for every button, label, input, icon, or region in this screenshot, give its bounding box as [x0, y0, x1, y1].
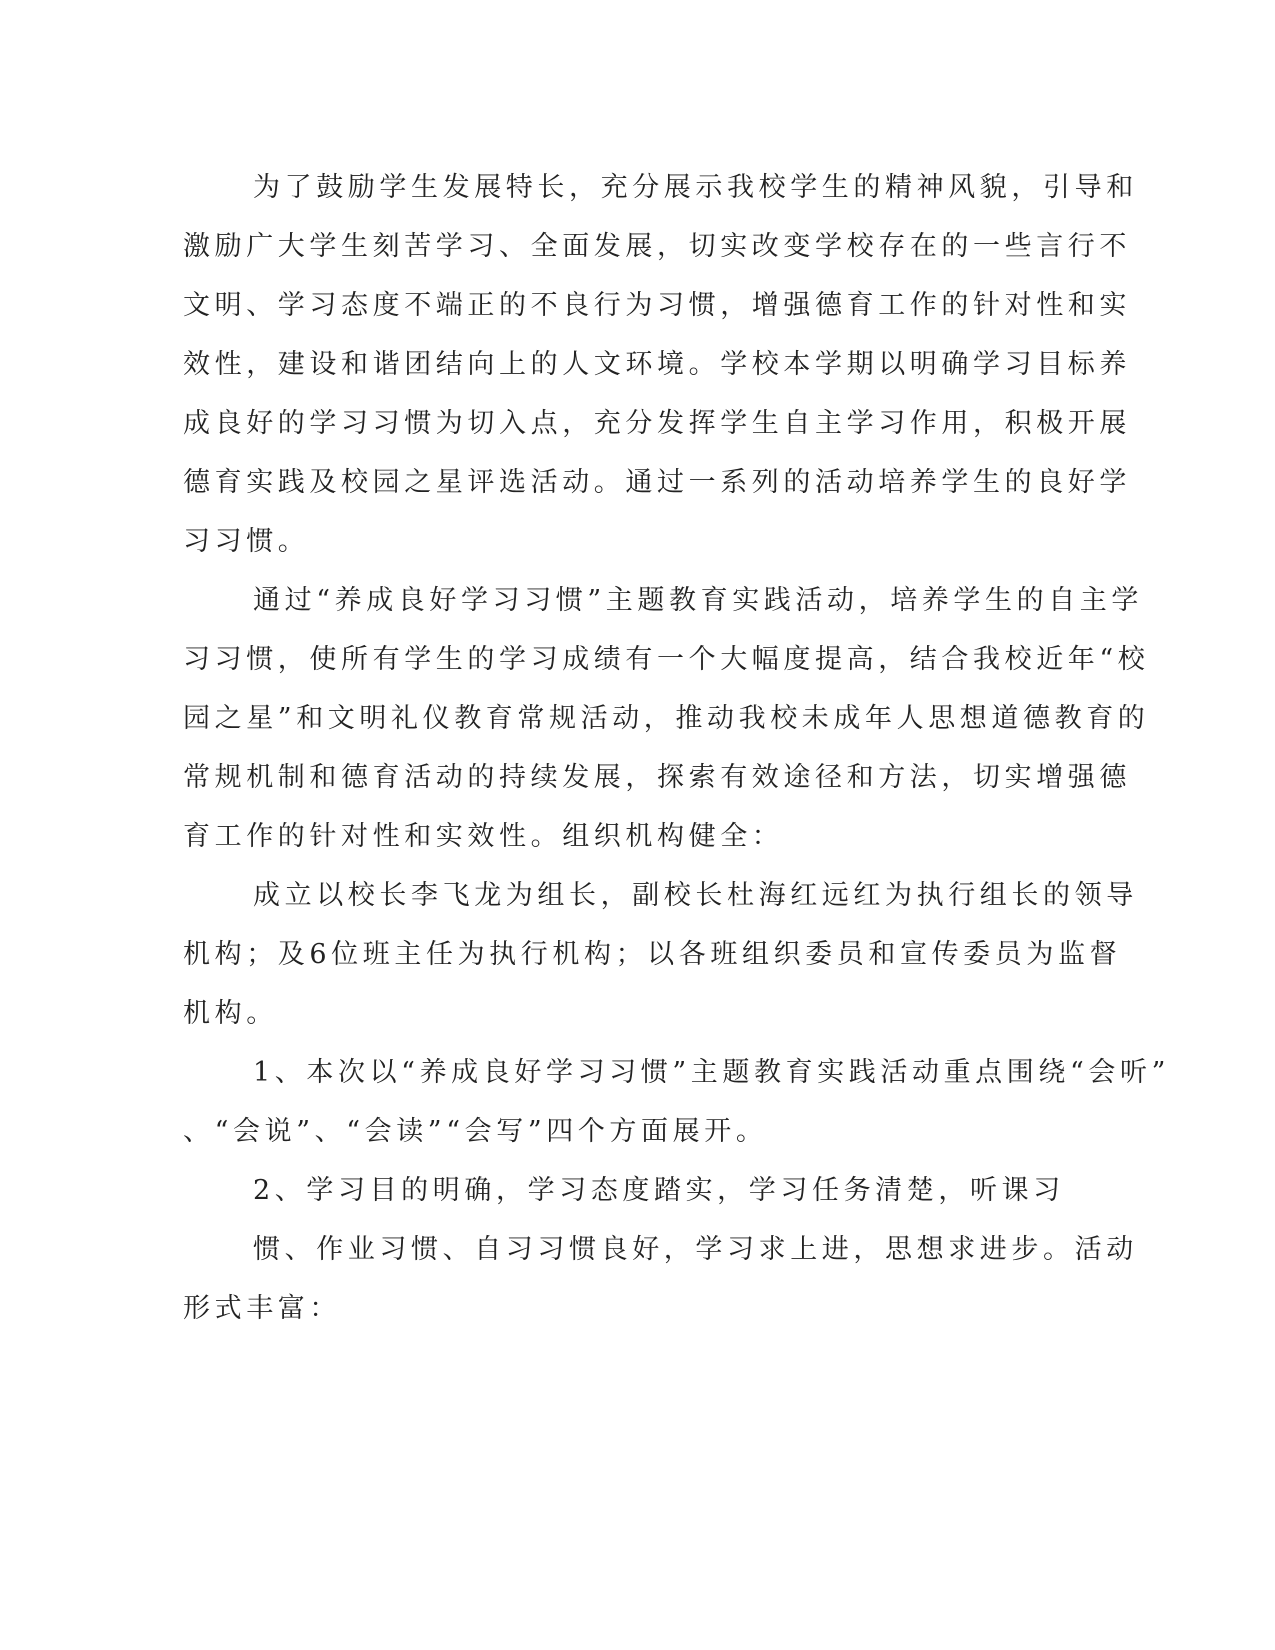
document-body	[183, 158, 1170, 1338]
text-line: 为了鼓励学生发展特长，充分展示我校学生的精神风貌，引导和	[253, 172, 1138, 203]
text-line: 成立以校长李飞龙为组长，副校长杜海红远红为执行组长的领导	[253, 880, 1138, 911]
text-line: 机构。	[183, 998, 278, 1029]
text-line: 、“会说”、“会读”“会写”四个方面展开。	[183, 1116, 768, 1147]
text-line: 习习惯。	[183, 526, 310, 557]
text-line: 效性，建设和谐团结向上的人文环境。学校本学期以明确学习目标养	[183, 349, 1131, 380]
text-line: 文明、学习态度不端正的不良行为习惯，增强德育工作的针对性和实	[183, 290, 1131, 321]
text-line: 激励广大学生刻苦学习、全面发展，切实改变学校存在的一些言行不	[183, 231, 1131, 262]
text-line: 育工作的针对性和实效性。组织机构健全：	[183, 821, 784, 852]
text-line: 1、本次以“养成良好学习习惯”主题教育实践活动重点围绕“会听”	[253, 1057, 1170, 1088]
text-line: 通过“养成良好学习习惯”主题教育实践活动，培养学生的自主学	[253, 585, 1144, 616]
text-line: 常规机制和德育活动的持续发展，探索有效途径和方法，切实增强德	[183, 762, 1131, 793]
text-line: 2、学习目的明确，学习态度踏实，学习任务清楚，听课习	[253, 1175, 1065, 1206]
text-line: 机构；及6位班主任为执行机构；以各班组织委员和宣传委员为监督	[183, 939, 1122, 970]
text-line: 德育实践及校园之星评选活动。通过一系列的活动培养学生的良好学	[183, 467, 1131, 498]
text-line: 惯、作业习惯、自习习惯良好，学习求上进，思想求进步。活动	[253, 1234, 1138, 1265]
text-line: 习习惯，使所有学生的学习成绩有一个大幅度提高，结合我校近年“校	[183, 644, 1150, 675]
text-line: 形式丰富：	[183, 1293, 341, 1324]
text-line: 成良好的学习习惯为切入点，充分发挥学生自主学习作用，积极开展	[183, 408, 1131, 439]
text-line: 园之星”和文明礼仪教育常规活动，推动我校未成年人思想道德教育的	[183, 703, 1150, 734]
